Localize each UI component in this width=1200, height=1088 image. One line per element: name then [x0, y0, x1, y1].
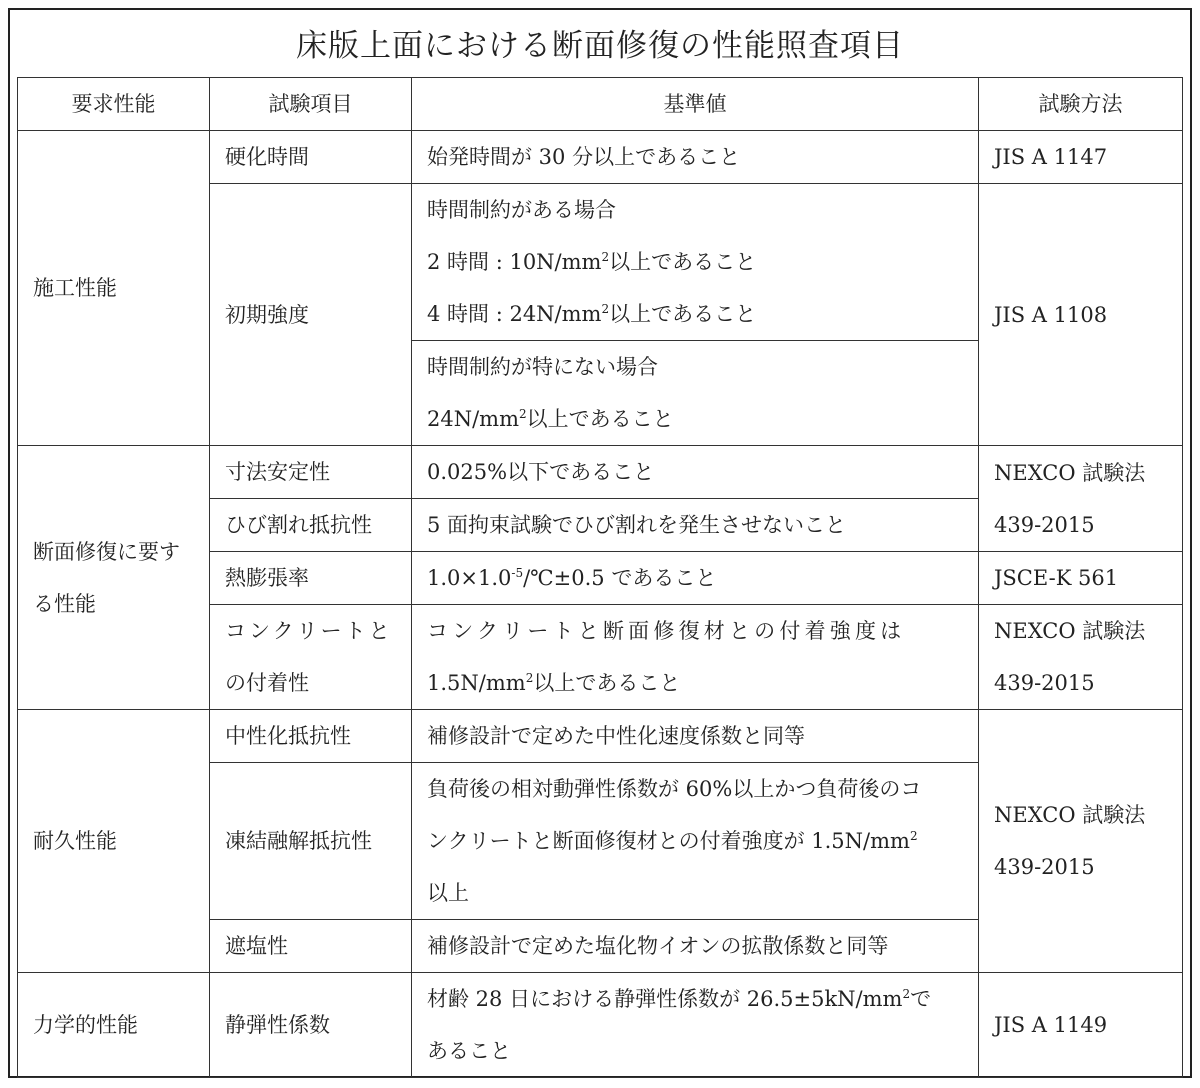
criterion-hardening: 始発時間が 30 分以上であること: [412, 131, 979, 184]
method-thermal-expansion: JSCE-K 561: [979, 552, 1183, 605]
item-hardening: 硬化時間: [210, 131, 412, 184]
superscript: 2: [902, 987, 911, 1001]
item-line: の付着性: [225, 671, 309, 695]
item-thermal-expansion: 熱膨張率: [210, 552, 412, 605]
criterion-suffix: 以上であること: [609, 302, 757, 326]
item-initial-strength: 初期強度: [210, 184, 412, 446]
criterion-line: [427, 393, 978, 445]
criterion-text: ンクリートと断面修復材との付着強度が 1.5N/mm: [427, 829, 910, 853]
criterion-text: 4 時間 : 24N/mm: [427, 302, 602, 326]
superscript: 2: [525, 671, 534, 685]
category-line: る性能: [33, 591, 96, 616]
superscript: -5: [511, 566, 524, 580]
criterion-text: 2 時間 : 10N/mm: [427, 250, 602, 274]
criterion-suffix: /℃±0.5 であること: [523, 566, 717, 590]
method-durability: [979, 710, 1183, 973]
category-section-repair: [18, 446, 210, 710]
item-elastic-modulus: 静弾性係数: [210, 973, 412, 1078]
superscript: 2: [519, 407, 527, 421]
criterion-text: 24N/mm: [427, 407, 519, 431]
criterion-dimensional-stability: 0.025%以下であること: [412, 446, 979, 499]
method-line: NEXCO 試験法: [994, 460, 1146, 485]
criterion-line: [427, 236, 978, 288]
criterion-text: 1.5N/mm: [427, 671, 526, 695]
method-line: NEXCO 試験法: [994, 619, 1146, 643]
criterion-line: 負荷後の相対動弾性係数が 60%以上かつ負荷後のコ: [427, 777, 922, 801]
table-row: [18, 131, 1183, 184]
method-line: 439-2015: [994, 512, 1095, 537]
item-carbonation: 中性化抵抗性: [210, 710, 412, 763]
method-hardening: JIS A 1147: [979, 131, 1183, 184]
criterion-freeze-thaw: [412, 763, 979, 920]
header-row: [18, 78, 1183, 131]
criterion-line: 時間制約がある場合: [427, 198, 616, 222]
header-requirement: 要求性能: [18, 78, 210, 131]
method-initial-strength: JIS A 1108: [979, 184, 1183, 446]
category-durability: 耐久性能: [18, 710, 210, 973]
criterion-line: [427, 815, 978, 867]
criterion-thermal-expansion: [412, 552, 979, 605]
criterion-line: [427, 657, 978, 709]
method-line: NEXCO 試験法: [994, 803, 1146, 827]
criterion-initial-strength-limited: [412, 184, 979, 341]
criterion-line: あること: [427, 1039, 511, 1063]
criterion-adhesion: [412, 605, 979, 710]
category-mechanical: 力学的性能: [18, 973, 210, 1078]
criterion-line: 時間制約が特にない場合: [427, 355, 658, 379]
method-line: 439-2015: [994, 855, 1095, 879]
item-dimensional-stability: 寸法安定性: [210, 446, 412, 499]
table-row: [18, 446, 1183, 499]
criterion-carbonation: 補修設計で定めた中性化速度係数と同等: [412, 710, 979, 763]
criterion-line: コンクリートと断面修復材との付着強度は: [427, 619, 906, 643]
performance-table: [17, 77, 1183, 1078]
item-adhesion: [210, 605, 412, 710]
criterion-text: 1.0×1.0: [427, 566, 512, 590]
item-freeze-thaw: 凍結融解抵抗性: [210, 763, 412, 920]
criterion-suffix: 以上であること: [526, 407, 674, 431]
criterion-suffix: 以上であること: [533, 671, 681, 695]
superscript: 2: [601, 302, 610, 316]
method-elastic-modulus: JIS A 1149: [979, 973, 1183, 1078]
header-criterion: 基準値: [412, 78, 979, 131]
criterion-line: 以上: [427, 881, 469, 905]
header-method: 試験方法: [979, 78, 1183, 131]
item-crack-resistance: ひび割れ抵抗性: [210, 499, 412, 552]
criterion-elastic-modulus: [412, 973, 979, 1078]
table-row: [18, 710, 1183, 763]
method-line: 439-2015: [994, 671, 1095, 695]
criterion-crack-resistance: 5 面拘束試験でひび割れを発生させないこと: [412, 499, 979, 552]
method-dimensional-crack: [979, 446, 1183, 552]
superscript: 2: [909, 829, 918, 843]
item-salt-shielding: 遮塩性: [210, 920, 412, 973]
criterion-text: 材齢 28 日における静弾性係数が 26.5±5kN/mm: [427, 987, 903, 1011]
method-adhesion: [979, 605, 1183, 710]
criterion-suffix: 以上であること: [609, 250, 757, 274]
category-construction: 施工性能: [18, 131, 210, 446]
criterion-line: [427, 973, 978, 1025]
superscript: 2: [601, 250, 610, 264]
page-title: 床版上面における断面修復の性能照査項目: [296, 28, 904, 64]
criterion-initial-strength-unlimited: [412, 341, 979, 446]
criterion-line: [427, 288, 978, 340]
table-row: [18, 973, 1183, 1026]
criterion-suffix: で: [910, 987, 932, 1011]
category-line: 断面修復に要す: [33, 539, 180, 564]
criterion-salt-shielding: 補修設計で定めた塩化物イオンの拡散係数と同等: [412, 920, 979, 973]
item-line: コンクリートと: [225, 619, 393, 643]
header-item: 試験項目: [210, 78, 412, 131]
